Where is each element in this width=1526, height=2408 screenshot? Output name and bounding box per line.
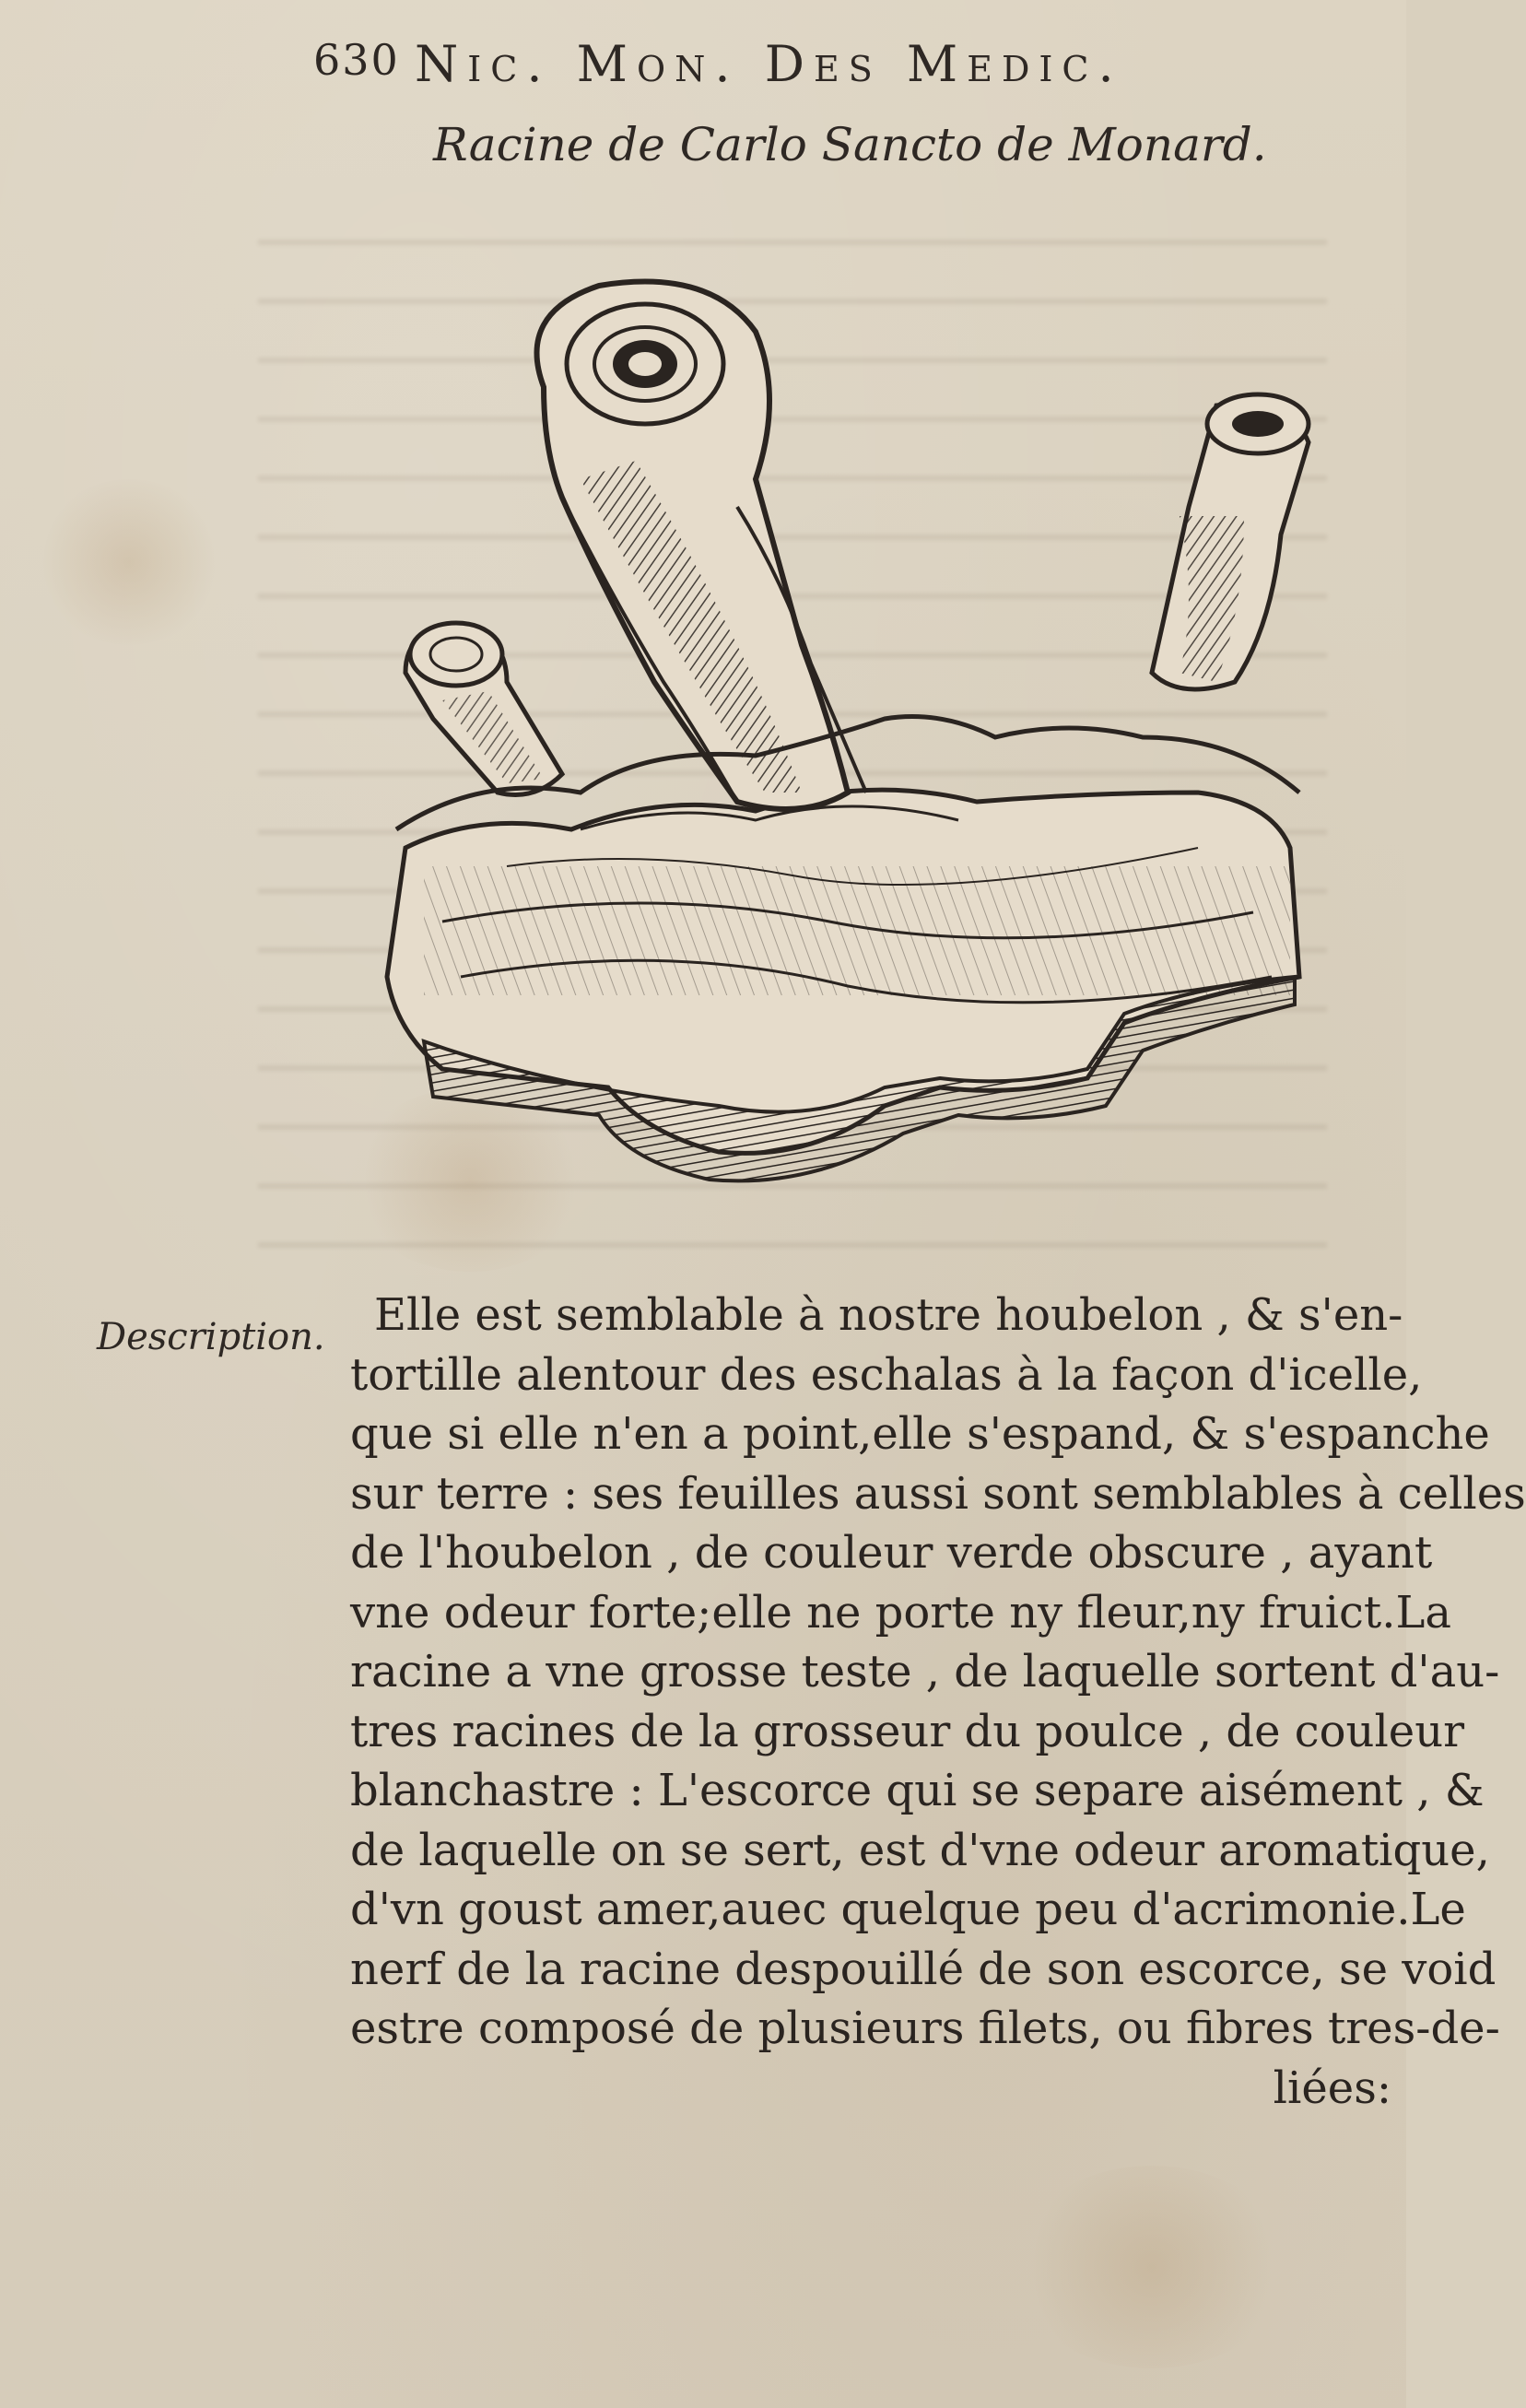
- paper-stain: [1014, 2166, 1290, 2368]
- text-line: tres racines de la grosseur du poulce , de couleur: [350, 1705, 1465, 1757]
- margin-note: Description.: [97, 1316, 325, 1358]
- text-line: vne odeur forte;elle ne porte ny fleur,ny fruict.La: [350, 1586, 1451, 1639]
- text-line: de l'houbelon , de couleur verde obscure , ayant: [350, 1527, 1433, 1579]
- woodcut-root-icon: [369, 276, 1327, 1216]
- text-line: nerf de la racine despouillé de son escorce, se void: [350, 1943, 1497, 1995]
- text-line: de laquelle on se sert, est d'vne odeur aromatique,: [350, 1824, 1490, 1876]
- figure-caption: Racine de Carlo Sancto de Monard.: [433, 118, 1267, 171]
- paper-stain: [37, 479, 221, 645]
- text-line: racine a vne grosse teste , de laquelle sortent d'au-: [350, 1646, 1500, 1697]
- running-head: Nic. Mon. Des Medic.: [415, 35, 1123, 93]
- text-line: que si elle n'en a point,elle s'espand, & s'espanche: [350, 1408, 1490, 1460]
- text-line: sur terre : ses feuilles aussi sont semblables à celles: [350, 1467, 1526, 1520]
- text-line: tortille alentour des eschalas à la façon d'icelle,: [350, 1348, 1423, 1401]
- catchword-line: liées:: [1273, 2061, 1391, 2114]
- body-paragraph: [350, 1286, 1526, 2118]
- page-header: [313, 35, 1327, 118]
- text-line: estre composé de plusieurs filets, ou fibres tres-de-: [350, 2003, 1500, 2054]
- text-line: blanchastre : L'escorce qui se separe aisément , &: [350, 1765, 1485, 1816]
- page-number: 630: [313, 35, 400, 85]
- text-line: Elle est semblable à nostre houbelon , & s'en-: [374, 1289, 1403, 1341]
- text-line: d'vn goust amer,auec quelque peu d'acrimonie.Le: [350, 1884, 1466, 1935]
